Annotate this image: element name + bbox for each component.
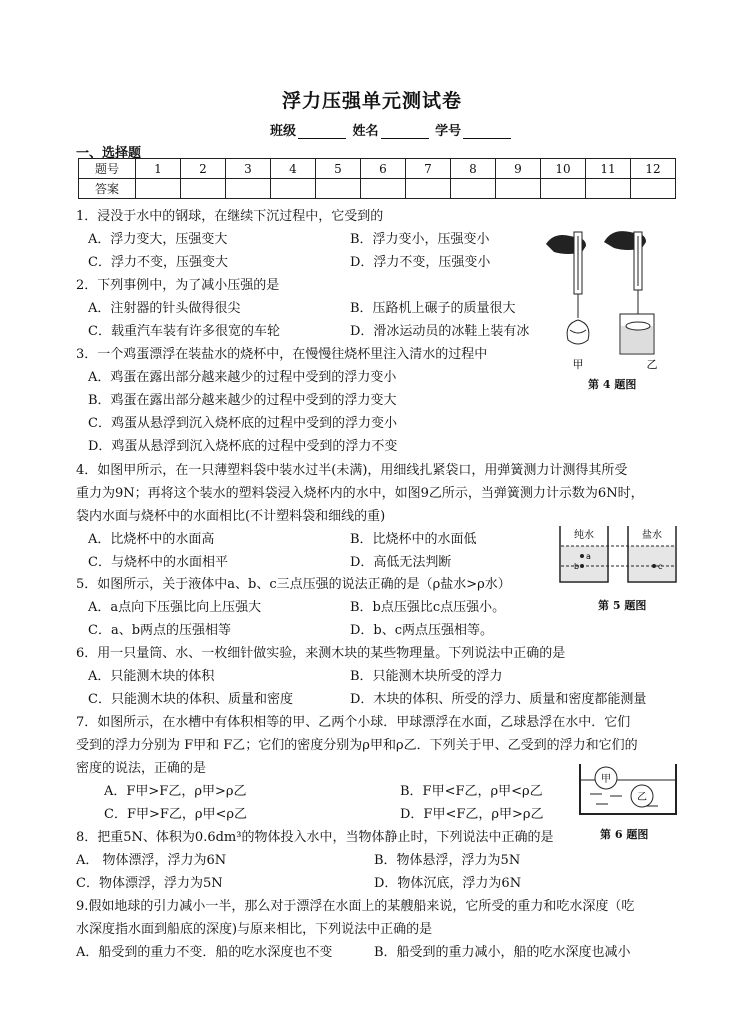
class-blank[interactable] [298,126,346,139]
fig4-label-jia: 甲 [572,358,584,371]
question-8-stem: 8．把重5N、体积为0.6dm³的物体投入水中，当物体静止时，下列说法中正确的是 [76,830,554,845]
q1-option-d[interactable]: D．浮力不变，压强变小 [350,255,491,270]
q8-option-c[interactable]: C．物体漂浮，浮力为5N [76,876,223,891]
q9-option-b[interactable]: B．船受到的重力减小，船的吃水深度也减小 [374,945,631,960]
q7-option-a[interactable]: A．F甲>F乙，ρ甲>ρ乙 [104,784,247,799]
q7-option-b[interactable]: B．F甲<F乙，ρ甲<ρ乙 [400,784,543,799]
answer-cell[interactable] [631,179,676,199]
question-4-line2: 重力为9N；再将这个装水的塑料袋浸入烧杯内的水中，如图9乙所示，当弹簧测力计示数为6N时， [76,486,644,501]
q5-option-d[interactable]: D．b、c两点压强相等。 [350,623,494,638]
figure-6-caption: 第 6 题图 [600,828,649,841]
q8-option-b[interactable]: B．物体悬浮，浮力为5N [374,853,521,868]
table-cell: 9 [496,159,541,179]
table-cell: 2 [181,159,226,179]
question-4-line3: 袋内水面与烧杯中的水面相比(不计塑料袋和细线的重) [76,509,386,524]
id-blank[interactable] [463,126,511,139]
fig4-label-yi: 乙 [646,358,658,371]
answer-cell[interactable] [136,179,181,199]
q6-option-c[interactable]: C．只能测木块的体积、质量和密度 [88,692,293,707]
section-heading: 一、选择题 [76,146,142,161]
table-cell: 10 [541,159,586,179]
fig6-ball-jia: 甲 [601,774,611,785]
q3-option-a[interactable]: A．鸡蛋在露出部分越来越少的过程中受到的浮力变小 [88,370,397,385]
fig6-ball-yi: 乙 [637,792,647,803]
fig5-point-c: c [658,562,663,571]
figure-5-beakers [556,522,680,588]
q5-option-a[interactable]: A．a点向下压强比向上压强大 [88,600,262,615]
answer-cell[interactable] [316,179,361,199]
q2-option-a[interactable]: A．注射器的针头做得很尖 [88,301,241,316]
question-5-stem: 5．如图所示，关于液体中a、b、c三点压强的说法正确的是（ρ盐水>ρ水） [76,577,511,592]
q2-option-d[interactable]: D．滑冰运动员的冰鞋上装有冰 [350,324,530,339]
q1-option-a[interactable]: A．浮力变大，压强变大 [88,232,228,247]
question-9-line1: 9.假如地球的引力减小一半，那么对于漂浮在水面上的某艘船来说，它所受的重力和吃水深度（吃 [76,899,635,914]
table-cell: 4 [271,159,316,179]
table-cell: 8 [451,159,496,179]
q8-option-d[interactable]: D．物体沉底，浮力为6N [374,876,522,891]
class-label: 班级 [270,124,297,139]
q3-option-c[interactable]: C．鸡蛋从悬浮到沉入烧杯底的过程中受到的浮力变小 [88,416,397,431]
q6-option-d[interactable]: D．木块的体积、所受的浮力、质量和密度都能测量 [350,692,647,707]
fig5-label-salt-water: 盐水 [642,530,662,541]
table-row-numbers [79,159,676,179]
q7-option-d[interactable]: D．F甲<F乙，ρ甲>ρ乙 [400,807,544,822]
student-info [270,120,513,139]
answer-cell[interactable] [406,179,451,199]
question-7-line1: 7．如图所示，在水槽中有体积相等的甲、乙两个小球．甲球漂浮在水面，乙球悬浮在水中．它们 [76,715,631,730]
question-9-line2: 水深度指水面到船底的深度)与原来相比，下列说法中正确的是 [76,922,433,937]
fig5-point-a: a [586,552,591,561]
question-4-line1: 4．如图甲所示，在一只薄塑料袋中装水过半(未满)，用细线扎紧袋口，用弹簧测力计测得其所受 [76,463,628,478]
row-header-number: 题号 [79,159,136,179]
q1-option-b[interactable]: B．浮力变小，压强变小 [350,232,490,247]
q2-option-b[interactable]: B．压路机上碾子的质量很大 [350,301,516,316]
q3-option-d[interactable]: D．鸡蛋从悬浮到沉入烧杯底的过程中受到的浮力不变 [88,439,398,454]
name-label: 姓名 [352,124,379,139]
answer-cell[interactable] [586,179,631,199]
q4-option-d[interactable]: D．高低无法判断 [350,555,452,570]
figure-4-spring-scales [540,222,670,372]
id-label: 学号 [435,124,462,139]
question-2-stem: 2．下列事例中，为了减小压强的是 [76,278,280,293]
q5-option-b[interactable]: B．b点压强比c点压强小。 [350,600,506,615]
answer-cell[interactable] [271,179,316,199]
table-cell: 5 [316,159,361,179]
table-cell: 1 [136,159,181,179]
q3-option-b[interactable]: B．鸡蛋在露出部分越来越少的过程中受到的浮力变大 [88,393,397,408]
q4-option-a[interactable]: A．比烧杯中的水面高 [88,532,215,547]
q8-option-a[interactable]: A． 物体漂浮，浮力为6N [76,853,227,868]
answer-table [78,158,676,199]
question-1-stem: 1．浸没于水中的钢球，在继续下沉过程中，它受到的 [76,209,384,224]
q1-option-c[interactable]: C．浮力不变，压强变大 [88,255,228,270]
fig5-point-b: b [574,562,580,571]
question-7-line2: 受到的浮力分别为 F甲和 F乙；它们的密度分别为ρ甲和ρ乙．下列关于甲、乙受到的浮力和它们的 [76,738,638,753]
q4-option-c[interactable]: C．与烧杯中的水面相平 [88,555,228,570]
fig5-label-pure-water: 纯水 [574,530,594,541]
question-3-stem: 3．一个鸡蛋漂浮在装盐水的烧杯中，在慢慢往烧杯里注入清水的过程中 [76,347,488,362]
answer-cell[interactable] [361,179,406,199]
answer-cell[interactable] [541,179,586,199]
q7-option-c[interactable]: C．F甲>F乙，ρ甲<ρ乙 [104,807,248,822]
answer-cell[interactable] [496,179,541,199]
q5-option-c[interactable]: C．a、b两点的压强相等 [88,623,232,638]
table-cell: 6 [361,159,406,179]
figure-5-caption: 第 5 题图 [598,599,647,612]
figure-6-water-tank [576,760,680,818]
q6-option-b[interactable]: B．只能测木块所受的浮力 [350,669,503,684]
question-7-line3: 密度的说法，正确的是 [76,761,207,776]
name-blank[interactable] [381,126,429,139]
q9-option-a[interactable]: A．船受到的重力不变．船的吃水深度也不变 [76,945,333,960]
row-header-answer: 答案 [79,179,136,199]
q6-option-a[interactable]: A．只能测木块的体积 [88,669,215,684]
answer-cell[interactable] [181,179,226,199]
page-title: 浮力压强单元测试卷 [281,90,462,112]
q2-option-c[interactable]: C．载重汽车装有许多很宽的车轮 [88,324,280,339]
question-6-stem: 6．用一只量筒、水、一枚细针做实验，来测木块的某些物理量。下列说法中正确的是 [76,646,566,661]
answer-cell[interactable] [451,179,496,199]
table-cell: 3 [226,159,271,179]
table-cell: 7 [406,159,451,179]
answer-cell[interactable] [226,179,271,199]
figure-4-caption: 第 4 题图 [588,378,637,391]
q4-option-b[interactable]: B．比烧杯中的水面低 [350,532,477,547]
table-row-answers [79,179,676,199]
table-cell: 12 [631,159,676,179]
table-cell: 11 [586,159,631,179]
